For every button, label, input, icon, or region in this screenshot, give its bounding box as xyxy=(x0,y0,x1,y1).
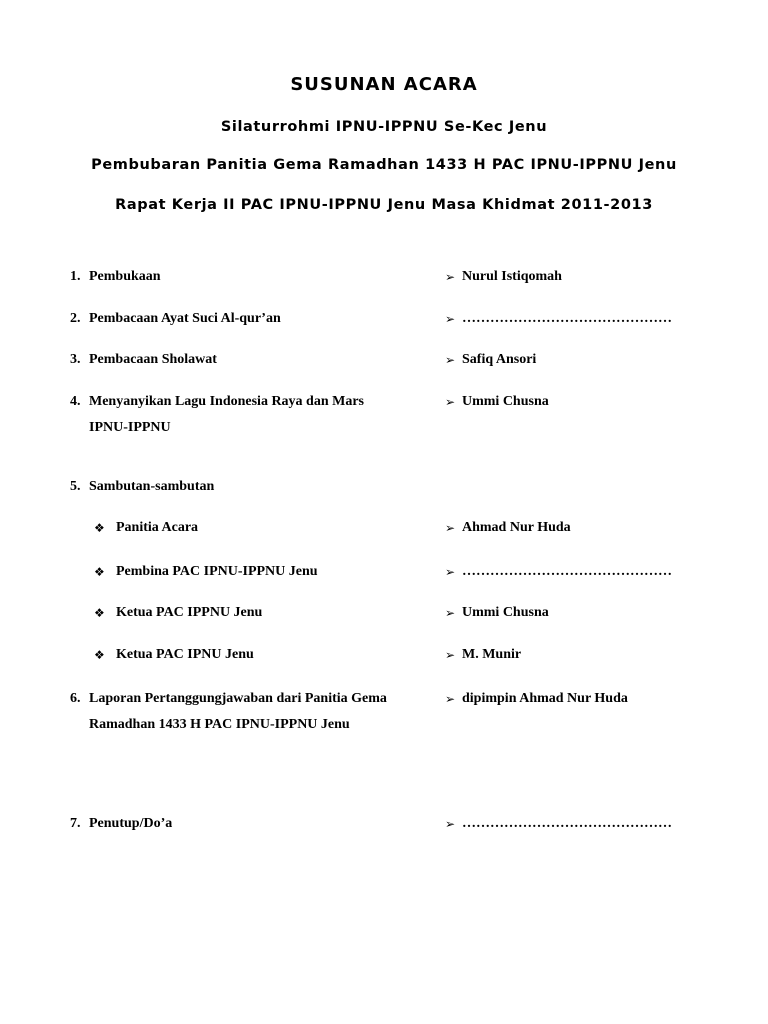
agenda-label-continued: IPNU-IPPNU xyxy=(89,420,171,435)
agenda-label-continued: Ramadhan 1433 H PAC IPNU-IPPNU Jenu xyxy=(89,717,350,732)
arrow-bullet-icon: ➢ xyxy=(445,817,456,831)
agenda-number: 5. xyxy=(70,479,81,494)
agenda-person: Nurul Istiqomah xyxy=(462,269,562,284)
agenda-number: 2. xyxy=(70,311,81,326)
agenda-label: Pembacaan Ayat Suci Al-qur’an xyxy=(89,311,281,326)
sambutan-label: Ketua PAC IPPNU Jenu xyxy=(116,605,263,620)
arrow-bullet-icon: ➢ xyxy=(445,353,456,367)
diamond-bullet-icon: ❖ xyxy=(94,565,105,579)
sambutan-person: ……………………………………… xyxy=(462,564,672,579)
subtitle-pembubaran: Pembubaran Panitia Gema Ramadhan 1433 H PAC IPNU-IPPNU Jenu xyxy=(91,157,677,173)
agenda-label: Penutup/Do’a xyxy=(89,816,173,831)
agenda-person: Safiq Ansori xyxy=(462,352,537,367)
arrow-bullet-icon: ➢ xyxy=(445,521,456,535)
sambutan-label: Panitia Acara xyxy=(116,520,199,535)
arrow-bullet-icon: ➢ xyxy=(445,565,456,579)
diamond-bullet-icon: ❖ xyxy=(94,648,105,662)
arrow-bullet-icon: ➢ xyxy=(445,395,456,409)
sambutan-person: Ahmad Nur Huda xyxy=(462,520,571,535)
subtitle-rapat-kerja: Rapat Kerja II PAC IPNU-IPPNU Jenu Masa Khidmat 2011-2013 xyxy=(115,197,653,213)
agenda-label: Pembukaan xyxy=(89,269,161,284)
agenda-number: 3. xyxy=(70,352,81,367)
agenda-label: Menyanyikan Lagu Indonesia Raya dan Mars xyxy=(89,394,365,409)
sambutan-label: Ketua PAC IPNU Jenu xyxy=(116,647,254,662)
diamond-bullet-icon: ❖ xyxy=(94,606,105,620)
arrow-bullet-icon: ➢ xyxy=(445,606,456,620)
subtitle-silaturrohmi: Silaturrohmi IPNU-IPPNU Se-Kec Jenu xyxy=(220,119,548,135)
sambutan-label: Pembina PAC IPNU-IPPNU Jenu xyxy=(116,564,318,579)
sambutan-person: M. Munir xyxy=(462,647,522,662)
agenda-person: Ummi Chusna xyxy=(462,394,549,409)
arrow-bullet-icon: ➢ xyxy=(445,312,456,326)
arrow-bullet-icon: ➢ xyxy=(445,692,456,706)
agenda-label: Pembacaan Sholawat xyxy=(89,352,217,367)
page-title: SUSUNAN ACARA xyxy=(290,74,478,95)
diamond-bullet-icon: ❖ xyxy=(94,521,105,535)
sambutan-person: Ummi Chusna xyxy=(462,605,549,620)
agenda-number: 1. xyxy=(70,269,81,284)
arrow-bullet-icon: ➢ xyxy=(445,648,456,662)
agenda-number: 6. xyxy=(70,691,81,706)
arrow-bullet-icon: ➢ xyxy=(445,270,456,284)
agenda-number: 7. xyxy=(70,816,81,831)
agenda-person: ……………………………………… xyxy=(462,311,672,326)
agenda-label: Laporan Pertanggungjawaban dari Panitia Gema xyxy=(89,691,387,706)
agenda-label: Sambutan-sambutan xyxy=(89,479,215,494)
agenda-person: ……………………………………… xyxy=(462,816,672,831)
agenda-person: dipimpin Ahmad Nur Huda xyxy=(462,691,628,706)
agenda-number: 4. xyxy=(70,394,81,409)
